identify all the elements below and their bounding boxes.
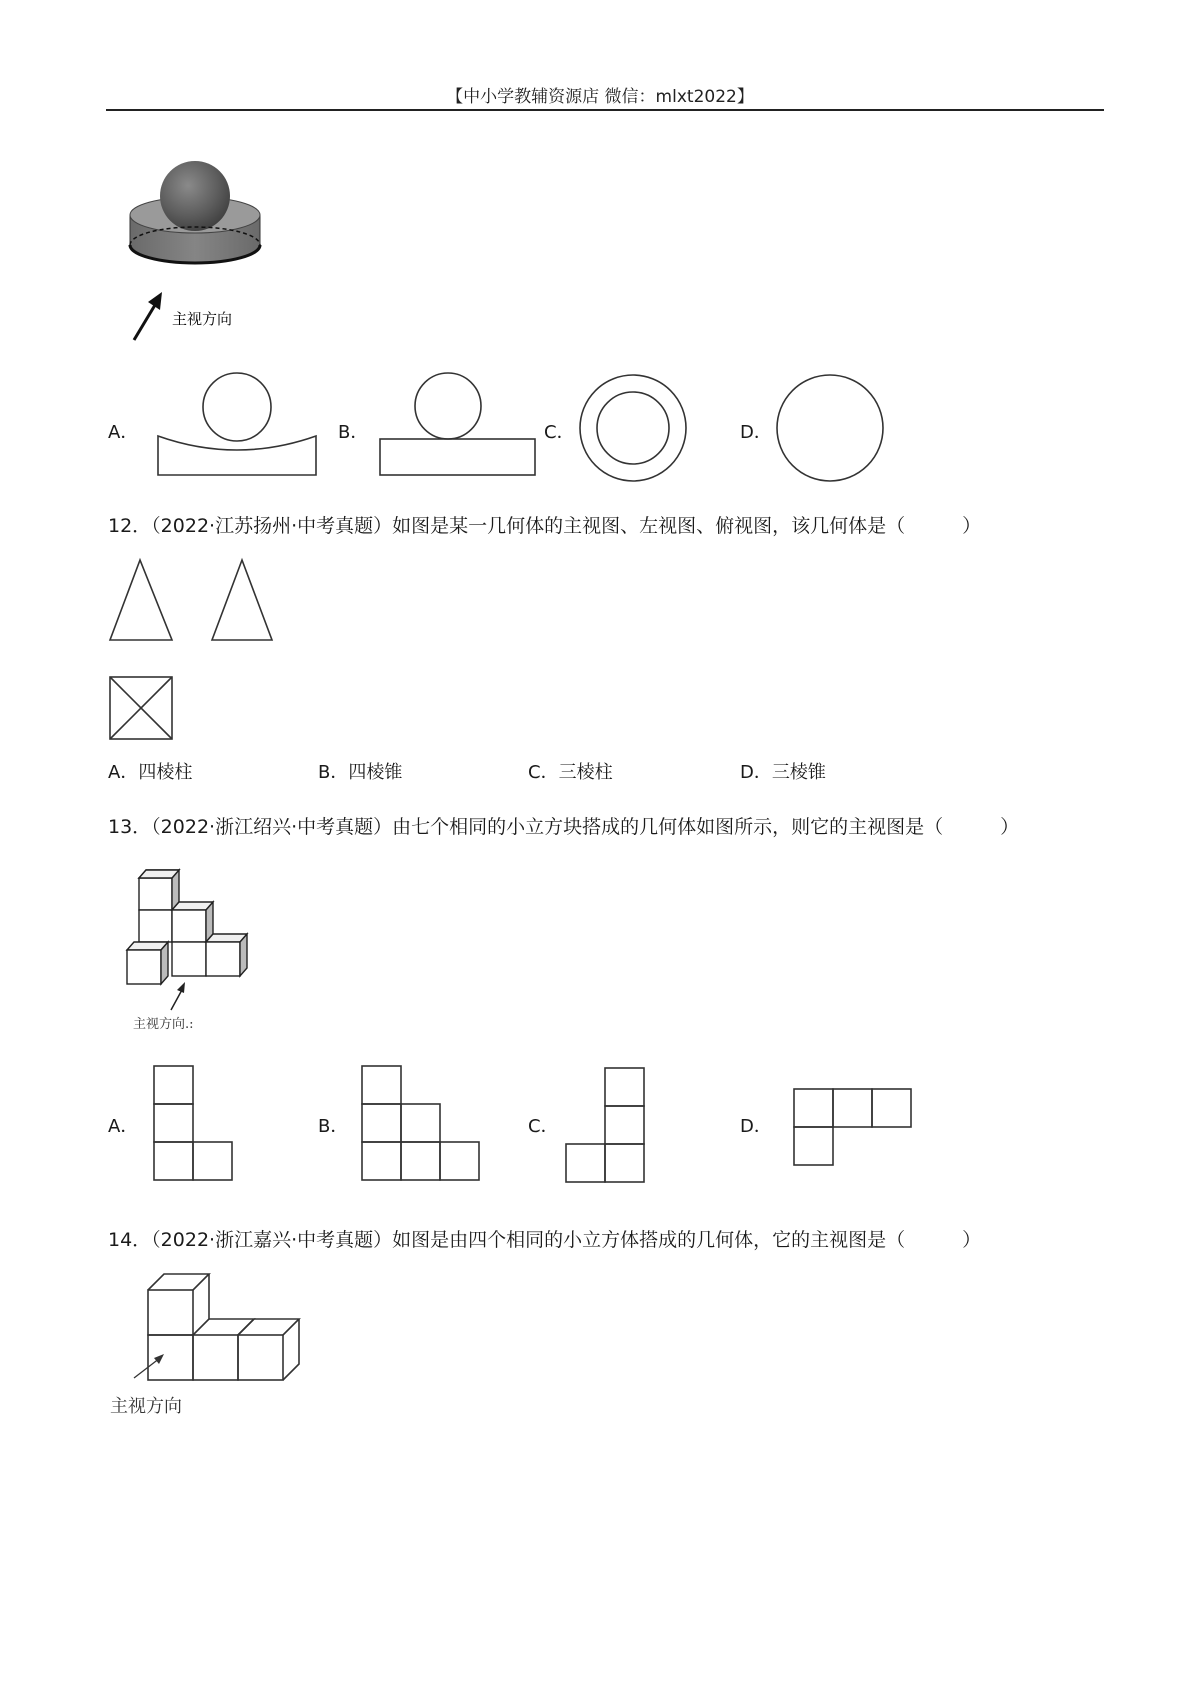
q11-option-a-label[interactable]: A． [108, 422, 139, 443]
q11-option-d-label[interactable]: D． [740, 422, 772, 443]
q13-option-d-label[interactable]: D． [740, 1116, 772, 1137]
q11-option-a-figure [155, 372, 340, 477]
q13-figure [125, 868, 275, 1033]
q11-option-c-label[interactable]: C． [544, 422, 575, 443]
q13-option-b-figure [360, 1064, 485, 1184]
q13-option-c-figure [564, 1066, 654, 1188]
q11-option-b-label[interactable]: B． [338, 422, 369, 443]
q13-option-c-label[interactable]: C． [528, 1116, 559, 1137]
q11-figure-caption: 主视方向 [172, 310, 233, 328]
q13-option-d-figure [792, 1087, 917, 1172]
q11-option-c-figure [578, 374, 698, 484]
q12-option-d[interactable] [740, 758, 826, 784]
q14-stem: 14．（2022·浙江嘉兴·中考真题）如图是由四个相同的小立方体搭成的几何体，它的主视图是（ ） [108, 1229, 982, 1251]
q12-option-a-text: 四棱柱 [138, 762, 193, 783]
q12-top-view [108, 675, 178, 745]
q12-option-d-label: D． [740, 762, 772, 783]
header-divider [106, 109, 1104, 111]
page-header: 【中小学教辅资源店 微信：mlxt2022】 [446, 87, 754, 107]
q14-figure [108, 1270, 308, 1420]
q12-front-view [108, 558, 178, 643]
q13-figure-caption: 主视方向.: [133, 1017, 194, 1032]
q14-figure-caption: 主视方向 [110, 1396, 182, 1417]
q13-stem: 13．（2022·浙江绍兴·中考真题）由七个相同的小立方块搭成的几何体如图所示，则它的主视图是（ ） [108, 816, 1020, 838]
q12-option-b-label: B． [318, 762, 349, 783]
q12-option-a-label: A． [108, 762, 139, 783]
q11-figure [120, 160, 300, 345]
q13-option-b-label[interactable]: B． [318, 1116, 349, 1137]
q12-option-b-text: 四棱锥 [348, 762, 403, 783]
q12-option-c[interactable] [528, 758, 613, 784]
q12-option-b[interactable] [318, 758, 402, 784]
q13-option-a-figure [152, 1064, 242, 1184]
q12-option-c-label: C． [528, 762, 559, 783]
q12-option-d-text: 三棱锥 [771, 762, 826, 783]
q12-option-c-text: 三棱柱 [558, 762, 613, 783]
q12-left-view [210, 558, 280, 643]
q11-option-b-figure [378, 372, 543, 477]
q12-option-a[interactable] [108, 758, 192, 784]
q11-option-d-figure [775, 374, 895, 484]
q12-stem: 12．（2022·江苏扬州·中考真题）如图是某一几何体的主视图、左视图、俯视图，该几何体是（ ） [108, 515, 982, 537]
q13-option-a-label[interactable]: A． [108, 1116, 139, 1137]
